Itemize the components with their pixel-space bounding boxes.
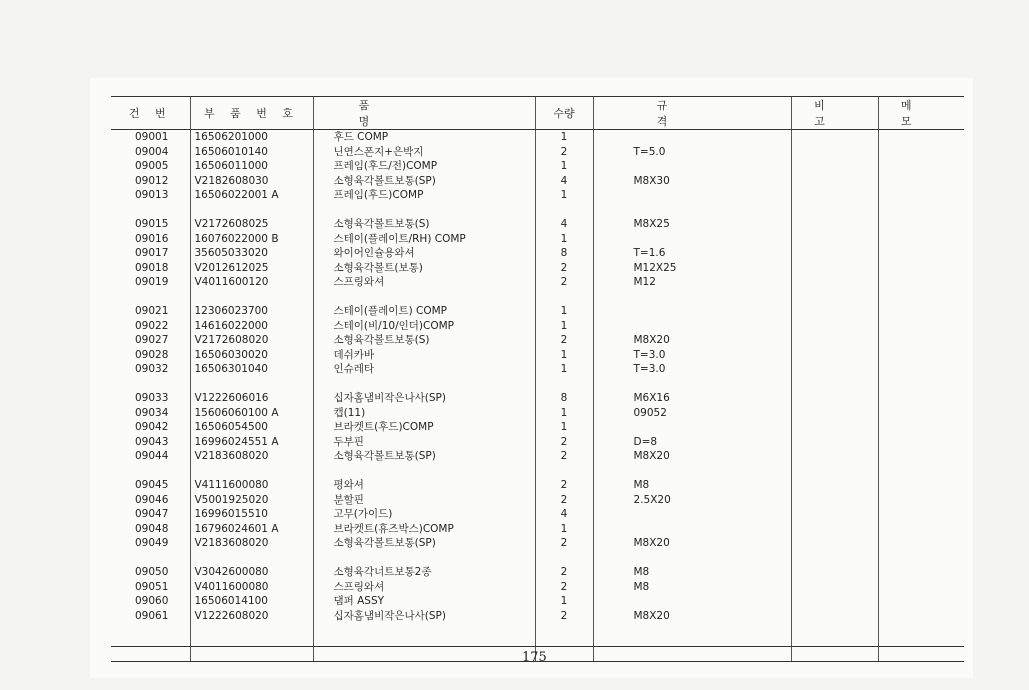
cell-empty (878, 623, 964, 662)
cell-name (313, 377, 535, 392)
cell-item-no: 09027 (135, 334, 169, 346)
cell-name (313, 203, 535, 218)
cell-spec (593, 507, 791, 522)
cell-spec: M6X16 (593, 391, 791, 406)
cell-item-no (111, 203, 190, 218)
table-row (111, 420, 964, 435)
cell-name: 스테이(플레이트/RH) COMP (313, 232, 535, 247)
cell-spec (593, 522, 791, 537)
cell-spec (593, 232, 791, 247)
cell-spec (593, 319, 791, 334)
cell-part-no: 16506014100 (190, 594, 313, 609)
cell-memo (878, 449, 964, 464)
cell-memo (878, 580, 964, 595)
cell-part-no: V2172608020 (190, 333, 313, 348)
table-row (111, 174, 964, 189)
table-row (111, 246, 964, 261)
cell-part-no: 16506022001 A (190, 188, 313, 203)
cell-name: 소형육각볼트보통(SP) (313, 174, 535, 189)
cell-qty: 2 (535, 580, 593, 595)
cell-remark (791, 478, 878, 493)
cell-spec: 2.5X20 (593, 493, 791, 508)
cell-memo (878, 435, 964, 450)
cell-item-no: 09050 (135, 566, 169, 578)
cell-remark (791, 464, 878, 479)
cell-qty: 1 (535, 130, 593, 145)
cell-remark (791, 551, 878, 566)
cell-memo (878, 594, 964, 609)
cell-remark (791, 580, 878, 595)
cell-remark (791, 145, 878, 160)
cell-part-no (190, 377, 313, 392)
table-row (111, 159, 964, 174)
table-body (111, 130, 964, 662)
cell-memo (878, 333, 964, 348)
cell-qty: 4 (535, 217, 593, 232)
cell-part-no: 16506054500 (190, 420, 313, 435)
cell-part-no: 16506030020 (190, 348, 313, 363)
cell-memo (878, 304, 964, 319)
cell-qty: 8 (535, 391, 593, 406)
table-row (111, 609, 964, 624)
cell-part-no: V3042600080 (190, 565, 313, 580)
cell-spec: M8X30 (593, 174, 791, 189)
cell-qty: 2 (535, 333, 593, 348)
cell-spec: M8X20 (593, 333, 791, 348)
cell-part-no: V4011600080 (190, 580, 313, 595)
cell-item-no: 09018 (135, 261, 169, 274)
cell-part-no: V5001925020 (190, 493, 313, 508)
cell-name: 스프링와셔 (313, 580, 535, 595)
cell-item-no: 09045 (135, 479, 169, 491)
cell-remark (791, 246, 878, 261)
cell-item-no: 09032 (135, 363, 169, 375)
cell-part-no: V4011600120 (190, 275, 313, 290)
cell-memo (878, 406, 964, 421)
cell-spec: M8 (593, 580, 791, 595)
cell-item-no: 09047 (135, 508, 169, 520)
cell-name: 와이어인슐용와셔 (313, 246, 535, 261)
cell-part-no: V2012612025 (190, 261, 313, 276)
cell-name: 소형육각볼트보통(S) (313, 333, 535, 348)
cell-name: 닌연스폰지+은박지 (313, 145, 535, 160)
cell-part-no (190, 551, 313, 566)
table-row (111, 145, 964, 160)
cell-spec (593, 464, 791, 479)
cell-qty (535, 377, 593, 392)
cell-qty: 2 (535, 449, 593, 464)
cell-item-no: 09060 (135, 595, 169, 607)
header-name: 품 명 (313, 97, 535, 130)
cell-qty: 1 (535, 522, 593, 537)
cell-empty (791, 623, 878, 662)
cell-item-no: 09013 (135, 189, 169, 201)
cell-spec (593, 304, 791, 319)
cell-qty: 2 (535, 536, 593, 551)
cell-qty: 1 (535, 594, 593, 609)
cell-memo (878, 377, 964, 392)
cell-memo (878, 159, 964, 174)
cell-remark (791, 536, 878, 551)
cell-name (313, 551, 535, 566)
cell-memo (878, 275, 964, 290)
cell-remark (791, 565, 878, 580)
cell-spec: M8X20 (593, 449, 791, 464)
cell-name: 댐퍼 ASSY (313, 594, 535, 609)
cell-name: 스테이(플레이트) COMP (313, 304, 535, 319)
cell-item-no (111, 464, 190, 479)
cell-memo (878, 522, 964, 537)
cell-name: 평와셔 (313, 478, 535, 493)
cell-spec: M8X25 (593, 217, 791, 232)
table-spacer-row (111, 290, 964, 305)
cell-part-no (190, 203, 313, 218)
cell-spec: M12X25 (593, 261, 791, 276)
table-row (111, 319, 964, 334)
table-header-row (111, 97, 964, 130)
table-row (111, 594, 964, 609)
cell-qty (535, 203, 593, 218)
header-spec: 규 격 (593, 97, 791, 130)
cell-spec (593, 188, 791, 203)
cell-qty: 4 (535, 174, 593, 189)
table-row (111, 130, 964, 145)
cell-part-no: V1222606016 (190, 391, 313, 406)
cell-part-no: V1222608020 (190, 609, 313, 624)
cell-item-no: 09033 (135, 392, 169, 404)
cell-item-no: 09043 (135, 435, 169, 448)
cell-remark (791, 449, 878, 464)
cell-name: 소형육각볼트보통(SP) (313, 449, 535, 464)
table-row (111, 565, 964, 580)
cell-remark (791, 217, 878, 232)
cell-spec (593, 290, 791, 305)
cell-qty: 1 (535, 420, 593, 435)
cell-spec (593, 130, 791, 145)
cell-item-no: 09046 (135, 493, 169, 506)
table-row (111, 435, 964, 450)
cell-part-no: 16076022000 B (190, 232, 313, 247)
cell-qty: 2 (535, 145, 593, 160)
cell-part-no: 16506010140 (190, 145, 313, 160)
cell-qty: 8 (535, 246, 593, 261)
cell-spec: M8 (593, 565, 791, 580)
cell-memo (878, 464, 964, 479)
cell-name: 브라켓트(후드)COMP (313, 420, 535, 435)
cell-memo (878, 319, 964, 334)
table-row (111, 333, 964, 348)
cell-remark (791, 609, 878, 624)
cell-item-no: 09001 (135, 131, 169, 143)
cell-name: 고무(가이드) (313, 507, 535, 522)
cell-remark (791, 174, 878, 189)
cell-part-no (190, 290, 313, 305)
cell-qty: 2 (535, 261, 593, 276)
cell-part-no: V2183608020 (190, 449, 313, 464)
cell-part-no: 16796024601 A (190, 522, 313, 537)
cell-name: 소형육각볼트(보통) (313, 261, 535, 276)
cell-memo (878, 203, 964, 218)
cell-memo (878, 565, 964, 580)
parts-table (111, 96, 964, 662)
cell-memo (878, 174, 964, 189)
cell-name: 소형육각너트보통2종 (313, 565, 535, 580)
cell-name: 소형육각볼트보통(S) (313, 217, 535, 232)
cell-remark (791, 377, 878, 392)
cell-name: 데쉬카바 (313, 348, 535, 363)
cell-remark (791, 203, 878, 218)
cell-remark (791, 188, 878, 203)
cell-remark (791, 435, 878, 450)
table-row (111, 188, 964, 203)
cell-spec: M8X20 (593, 609, 791, 624)
cell-qty: 1 (535, 159, 593, 174)
cell-memo (878, 232, 964, 247)
cell-memo (878, 246, 964, 261)
cell-remark (791, 406, 878, 421)
cell-memo (878, 130, 964, 145)
cell-spec: D=8 (593, 435, 791, 450)
cell-memo (878, 493, 964, 508)
table-spacer-row (111, 551, 964, 566)
cell-remark (791, 232, 878, 247)
cell-item-no: 09004 (135, 145, 169, 158)
cell-remark (791, 319, 878, 334)
header-remark: 비 고 (791, 97, 878, 130)
cell-qty: 1 (535, 348, 593, 363)
table-spacer-row (111, 203, 964, 218)
cell-spec: T=1.6 (593, 246, 791, 261)
cell-spec (593, 594, 791, 609)
cell-remark (791, 304, 878, 319)
cell-memo (878, 478, 964, 493)
cell-remark (791, 348, 878, 363)
cell-part-no: V2182608030 (190, 174, 313, 189)
cell-part-no: 16996015510 (190, 507, 313, 522)
cell-part-no: 16506201000 (190, 130, 313, 145)
table-row (111, 449, 964, 464)
cell-item-no: 09044 (135, 450, 169, 462)
cell-item-no: 09042 (135, 421, 169, 433)
cell-qty (535, 551, 593, 566)
cell-spec: M12 (593, 275, 791, 290)
cell-remark (791, 594, 878, 609)
cell-part-no: 35605033020 (190, 246, 313, 261)
cell-part-no: 14616022000 (190, 319, 313, 334)
cell-spec: M8X20 (593, 536, 791, 551)
cell-name: 프레임(후드/전)COMP (313, 159, 535, 174)
cell-memo (878, 609, 964, 624)
cell-item-no: 09049 (135, 537, 169, 549)
cell-spec (593, 203, 791, 218)
cell-spec: T=3.0 (593, 348, 791, 363)
cell-item-no (111, 551, 190, 566)
cell-memo (878, 391, 964, 406)
cell-name: 프레임(후드)COMP (313, 188, 535, 203)
cell-qty: 2 (535, 435, 593, 450)
header-part-no: 부 품 번 호 (190, 97, 313, 130)
cell-qty: 2 (535, 565, 593, 580)
cell-name: 인슈레타 (313, 362, 535, 377)
cell-part-no: 16506011000 (190, 159, 313, 174)
cell-empty (593, 623, 791, 662)
cell-qty: 2 (535, 493, 593, 508)
cell-spec: T=3.0 (593, 362, 791, 377)
cell-name: 스프링와셔 (313, 275, 535, 290)
cell-memo (878, 188, 964, 203)
cell-qty (535, 290, 593, 305)
table-spacer-row (111, 464, 964, 479)
table-row (111, 406, 964, 421)
cell-part-no: V4111600080 (190, 478, 313, 493)
cell-remark (791, 362, 878, 377)
cell-remark (791, 420, 878, 435)
cell-item-no: 09015 (135, 218, 169, 230)
header-memo: 메 모 (878, 97, 964, 130)
cell-empty (313, 623, 535, 662)
cell-name: 십자홈냄비작은나사(SP) (313, 391, 535, 406)
table-row (111, 304, 964, 319)
table-row (111, 522, 964, 537)
cell-qty: 1 (535, 362, 593, 377)
cell-item-no: 09028 (135, 348, 169, 361)
cell-qty: 1 (535, 304, 593, 319)
cell-qty: 4 (535, 507, 593, 522)
table-spacer-row (111, 377, 964, 392)
cell-spec (593, 420, 791, 435)
cell-part-no: 15606060100 A (190, 406, 313, 421)
cell-empty (190, 623, 313, 662)
cell-item-no: 09051 (135, 580, 169, 593)
cell-remark (791, 275, 878, 290)
cell-spec (593, 551, 791, 566)
table-row (111, 391, 964, 406)
cell-item-no: 09022 (135, 319, 169, 332)
cell-remark (791, 261, 878, 276)
cell-memo (878, 507, 964, 522)
cell-spec: M8 (593, 478, 791, 493)
cell-spec: T=5.0 (593, 145, 791, 160)
cell-spec (593, 377, 791, 392)
header-qty: 수량 (535, 97, 593, 130)
cell-part-no: 16506301040 (190, 362, 313, 377)
cell-remark (791, 130, 878, 145)
table-row (111, 493, 964, 508)
cell-name: 소형육각볼트보통(SP) (313, 536, 535, 551)
table-row (111, 507, 964, 522)
table-row (111, 261, 964, 276)
cell-qty: 1 (535, 188, 593, 203)
header-no: 건 번 (111, 97, 190, 130)
cell-qty: 2 (535, 275, 593, 290)
cell-qty (535, 464, 593, 479)
table-row (111, 275, 964, 290)
cell-spec: 09052 (593, 406, 791, 421)
cell-part-no (190, 464, 313, 479)
cell-memo (878, 420, 964, 435)
cell-remark (791, 290, 878, 305)
cell-name: 후드 COMP (313, 130, 535, 145)
cell-item-no: 09016 (135, 232, 169, 245)
cell-part-no: V2183608020 (190, 536, 313, 551)
cell-item-no: 09034 (135, 406, 169, 419)
cell-memo (878, 362, 964, 377)
cell-item-no: 09048 (135, 522, 169, 535)
cell-remark (791, 333, 878, 348)
cell-item-no: 09019 (135, 276, 169, 288)
table-row (111, 478, 964, 493)
cell-remark (791, 493, 878, 508)
cell-qty: 1 (535, 406, 593, 421)
table-row (111, 348, 964, 363)
cell-spec (593, 159, 791, 174)
cell-empty (111, 623, 190, 662)
cell-memo (878, 261, 964, 276)
cell-part-no: V2172608025 (190, 217, 313, 232)
cell-item-no (111, 290, 190, 305)
cell-item-no: 09017 (135, 247, 169, 259)
cell-qty: 1 (535, 319, 593, 334)
cell-memo (878, 348, 964, 363)
table-row (111, 362, 964, 377)
cell-memo (878, 145, 964, 160)
cell-item-no: 09021 (135, 305, 169, 317)
cell-memo (878, 290, 964, 305)
cell-item-no: 09005 (135, 160, 169, 172)
cell-remark (791, 391, 878, 406)
cell-name (313, 464, 535, 479)
page-number: 175 (522, 650, 547, 665)
cell-part-no: 12306023700 (190, 304, 313, 319)
table-row (111, 580, 964, 595)
table-row (111, 536, 964, 551)
cell-name: 분할핀 (313, 493, 535, 508)
cell-name: 십자홈냄비작은나사(SP) (313, 609, 535, 624)
cell-remark (791, 507, 878, 522)
cell-remark (791, 159, 878, 174)
cell-name: 두부핀 (313, 435, 535, 450)
cell-name (313, 290, 535, 305)
cell-item-no: 09012 (135, 174, 169, 187)
table-row (111, 232, 964, 247)
cell-name: 스테이(비/10/인더)COMP (313, 319, 535, 334)
cell-qty: 1 (535, 232, 593, 247)
cell-item-no (111, 377, 190, 392)
cell-name: 캡(11) (313, 406, 535, 421)
cell-memo (878, 551, 964, 566)
cell-name: 브라켓트(휴즈박스)COMP (313, 522, 535, 537)
bottom-rule (111, 646, 964, 647)
cell-item-no: 09061 (135, 609, 169, 622)
cell-part-no: 16996024551 A (190, 435, 313, 450)
cell-qty: 2 (535, 478, 593, 493)
cell-remark (791, 522, 878, 537)
cell-qty: 2 (535, 609, 593, 624)
cell-memo (878, 217, 964, 232)
table-row (111, 217, 964, 232)
cell-memo (878, 536, 964, 551)
